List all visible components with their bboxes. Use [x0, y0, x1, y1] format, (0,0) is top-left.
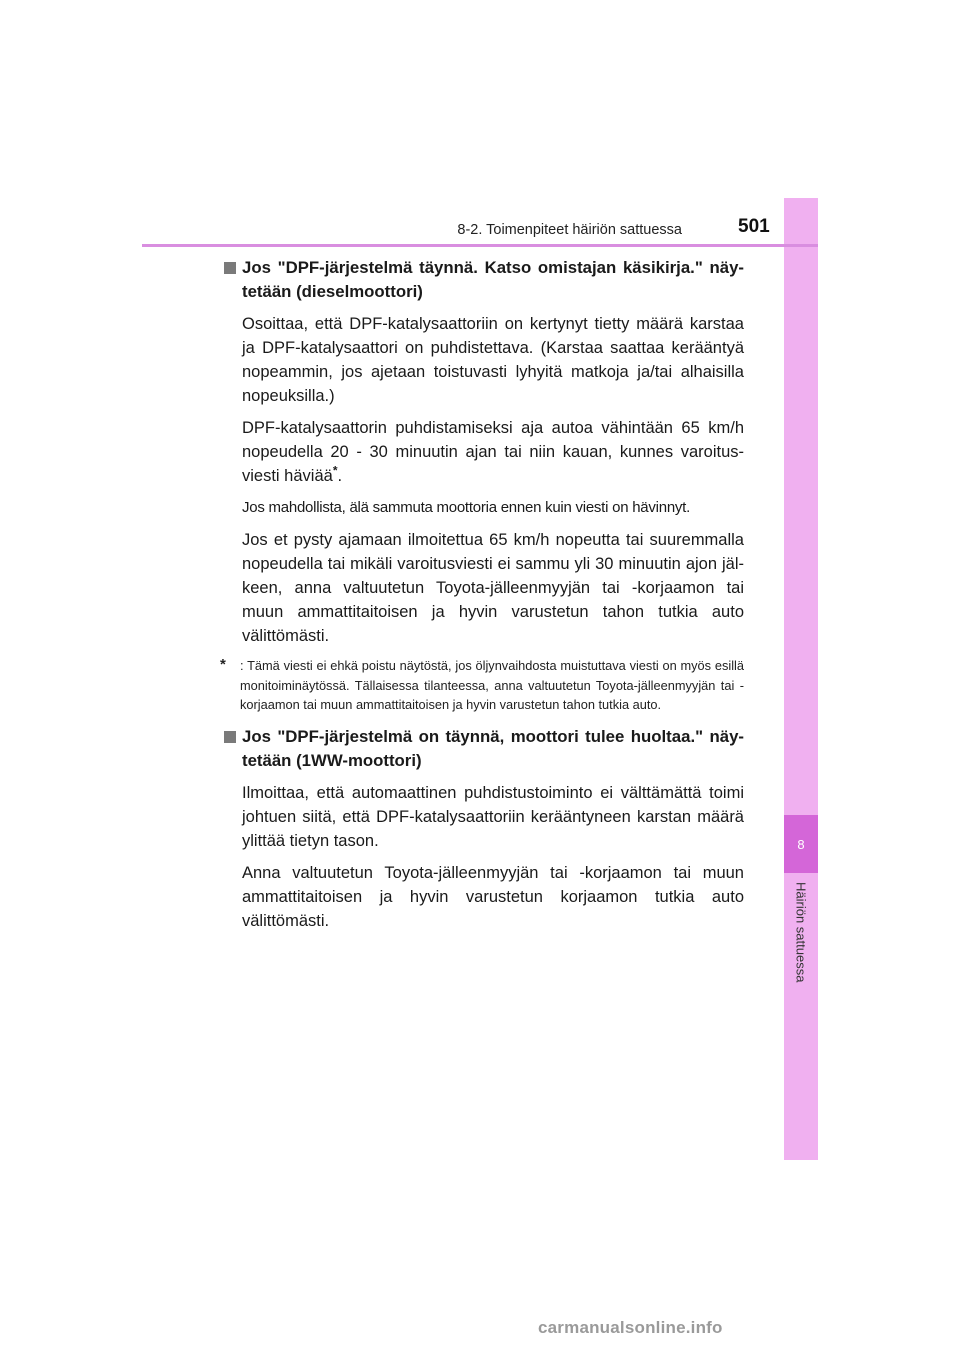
paragraph: Osoittaa, että DPF-katalysaattoriin on kertynyt tietty määrä karstaa ja DPF-katalysaattori on puhdistettava. (Karstaa saattaa kerääntyä nopeammin, jos ajetaan toistuvasti lyhyitä matkoja ja/tai alhaisilla nopeuksilla.) [242, 315, 744, 405]
paragraph: Anna valtuutetun Toyota-jälleenmyyjän tai -korjaamon tai muun ammattitaitoisen ja hyvin varustetun korjaamon tutkia auto välittömästi. [242, 863, 744, 930]
paragraph: Jos mahdollista, älä sammuta moottoria ennen kuin viesti on hävinnyt. [242, 499, 690, 516]
section-heading-dpf-service [220, 725, 744, 773]
footnote-reference[interactable]: * [332, 463, 338, 478]
heading-text: Jos "DPF-järjestelmä täynnä. Katso omistajan käsikirja." näy-tetään (dieselmoottori) [242, 258, 744, 301]
paragraph-text: DPF-katalysaattorin puhdistamiseksi aja autoa vähintään 65 km/h nopeudella 20 - 30 minuutin ajan tai niin kauan, kunnes varoitus-viesti häviää [242, 419, 744, 485]
page-content [220, 256, 744, 941]
header-section-title: 8-2. Toimenpiteet häiriön sattuessa [457, 222, 682, 238]
paragraph: Jos et pysty ajamaan ilmoitettua 65 km/h nopeutta tai suuremmalla nopeudella tai mikäli varoitusviesti ei sammu yli 30 minuutin ajon jäl-keen, anna valtuutetun Toyota-jälleenmyyjän tai -korjaamon tai muun ammattitaitoisen ja hyvin varustetun tahon tutkia auto välittömästi. [242, 531, 744, 645]
header-rule [142, 244, 818, 247]
footnote [220, 656, 744, 715]
square-bullet-icon [224, 731, 236, 743]
page-number: 501 [738, 216, 770, 237]
square-bullet-icon [224, 262, 236, 274]
section-heading-dpf-full [220, 256, 744, 304]
footnote-mark: * [220, 656, 226, 673]
footnote-text: : Tämä viesti ei ehkä poistu näytöstä, jos öljynvaihdosta muistuttava viesti on myös esillä monitoiminäytössä. Tällaisessa tilanteessa, anna valtuutetun Toyota-jälleenmyyjän tai -korjaamon tai muun ammattitaitoisen ja hyvin varustetun tahon tutkia auto. [240, 658, 744, 712]
paragraph-end: . [337, 467, 343, 485]
chapter-number-tab[interactable] [784, 815, 818, 873]
paragraph: Ilmoittaa, että automaattinen puhdistustoiminto ei välttämättä toimi johtuen siitä, että DPF-katalysaattoriin kerääntyneen karstan määrä ylittää tietyn tason. [242, 783, 744, 850]
chapter-side-strip [784, 198, 818, 1160]
heading-text: Jos "DPF-järjestelmä on täynnä, moottori tulee huoltaa." näy-tetään (1WW-moottori) [242, 726, 744, 770]
watermark: carmanualsonline.info [538, 1318, 723, 1337]
paragraph [220, 416, 744, 488]
chapter-number: 8 [797, 836, 805, 852]
chapter-title-vertical: Häiriön sattuessa [793, 882, 809, 983]
